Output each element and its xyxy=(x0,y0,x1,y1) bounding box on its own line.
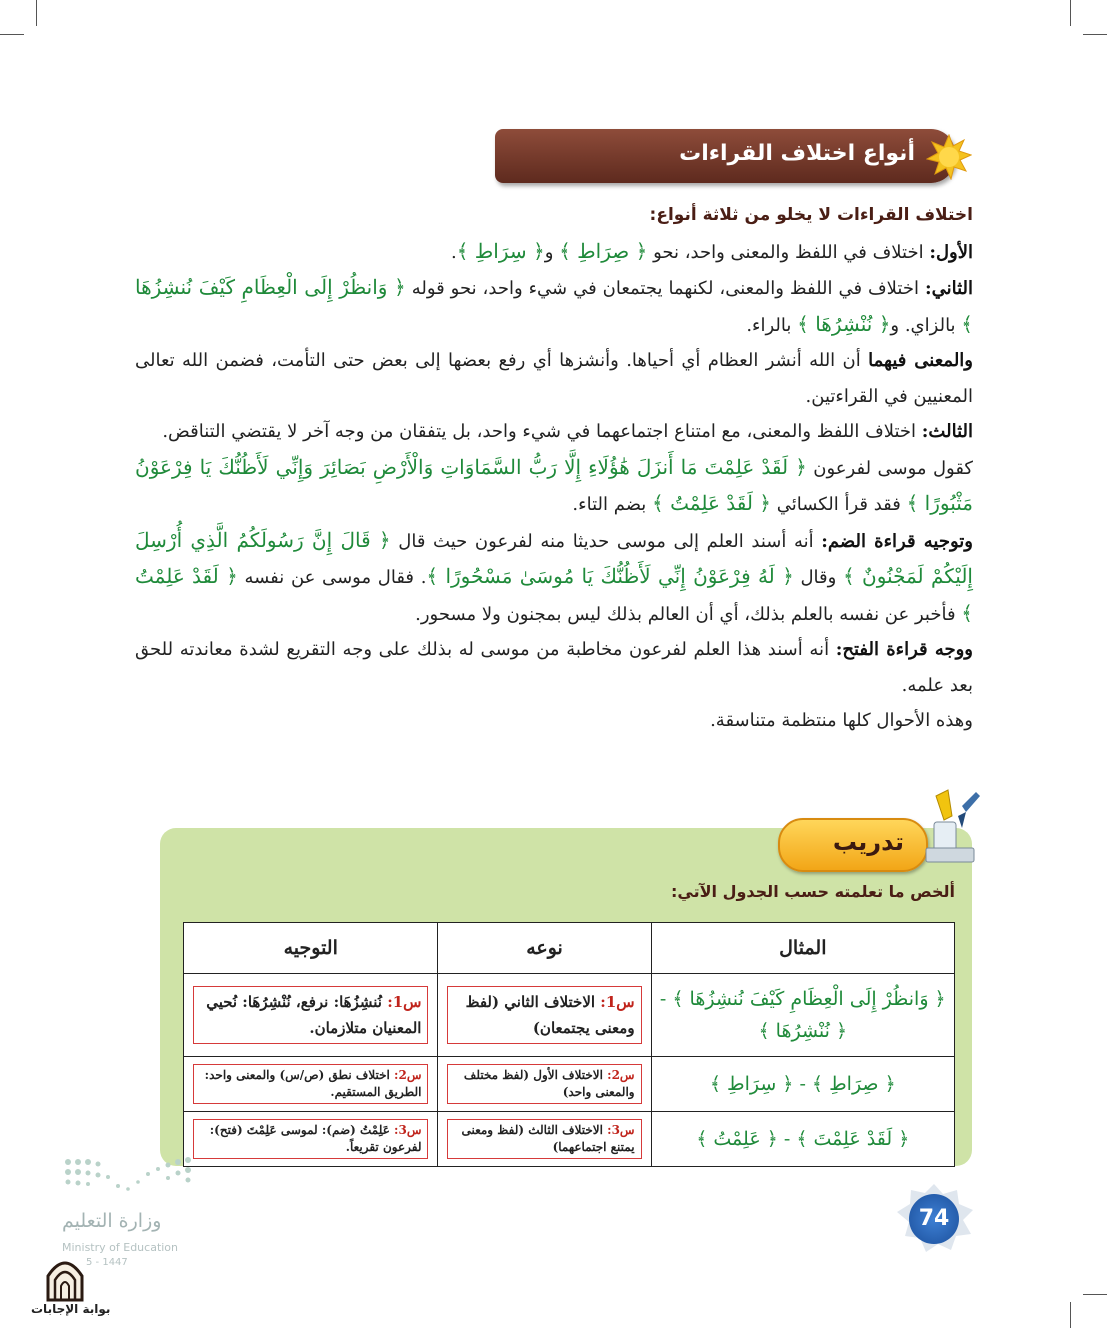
answer-box[interactable] xyxy=(447,1119,641,1159)
col-example-header: المثال xyxy=(651,923,954,974)
paragraph-damma-reading xyxy=(135,523,973,633)
paragraph-third-type xyxy=(135,414,973,450)
paragraph-fatha-reading xyxy=(135,632,973,703)
ministry-name-en: Ministry of Education xyxy=(62,1241,179,1254)
answer-tag: س2: xyxy=(394,1068,422,1082)
lead-fatha: ووجه قراءة الفتح: xyxy=(835,639,973,660)
quran-verse: ﴿ لَقَدْ عَلِمْتَ مَا أَنزَلَ هَٰؤُلَاءِ إِلَّا رَبُّ السَّمَاوَاتِ وَالْأَرْضِ بَصَائِرَ وَإِنِّي لَأَظُنُّكَ يَا فِرْعَوْنُ مَثْبُورًا ﴾ xyxy=(135,454,973,515)
table-row xyxy=(184,974,955,1057)
text: اختلاف في اللفظ والمعنى، لكنهما يجتمعان في شيء واحد، نحو قوله xyxy=(405,278,925,299)
answer-tag: س1: xyxy=(387,993,422,1011)
text: وقال xyxy=(793,567,843,588)
paragraph-first-type xyxy=(135,234,973,271)
ministry-name-ar: وزارة التعليم xyxy=(62,1210,162,1232)
paragraph-musa-example xyxy=(135,450,973,523)
answer-tag: س3: xyxy=(394,1123,422,1137)
answer-text: الاختلاف الثالث (لفظ ومعنى يمتنع اجتماعهما) xyxy=(461,1123,635,1154)
answer-text: نُنشِزُهَا: نرفع، نُنْشِرُهَا: نُحيي المعنيان متلازمان. xyxy=(206,993,422,1037)
table-row xyxy=(184,1112,955,1167)
crop-mark xyxy=(36,0,37,26)
intro-line: اختلاف القراءات لا يخلو من ثلاثة أنواع: xyxy=(649,205,973,225)
text: فقد قرأ الكسائي xyxy=(771,494,907,515)
type-cell xyxy=(438,974,651,1057)
lesson-body xyxy=(135,198,973,739)
text: فأخبر عن نفسه بالعلم بذلك، أي أن العالم بذلك ليس بمجنون ولا مسحور. xyxy=(415,603,962,625)
answer-tag: س3: xyxy=(607,1123,635,1137)
lead-second: الثاني: xyxy=(924,278,973,299)
example-cell: ﴿ وَانظُرْ إِلَى الْعِظَامِ كَيْفَ نُنشِزُهَا ﴾ - ﴿ نُنْشِرُهَا ﴾ xyxy=(651,974,954,1057)
answer-box[interactable] xyxy=(193,1119,428,1159)
paragraph-conclusion xyxy=(135,703,973,739)
text: . فقال موسى عن نفسه xyxy=(237,567,427,588)
sun-icon xyxy=(926,134,972,180)
crop-mark xyxy=(1070,1302,1071,1328)
quran-verse: ﴿ وَانظُرْ إِلَى الْعِظَامِ كَيْفَ نُنشِزُهَا ﴾ xyxy=(135,275,973,336)
lead-third: الثالث: xyxy=(921,421,973,442)
text: اختلاف اللفظ والمعنى، مع امتناع اجتماعهما في شيء واحد، بل يتفقان من وجه آخر لا يقتضي التناقض. xyxy=(162,421,922,442)
section-title: أنواع اختلاف القراءات xyxy=(679,141,915,166)
lead-first: الأول: xyxy=(929,241,973,263)
text: وهذه الأحوال كلها منتظمة متناسقة. xyxy=(710,710,973,731)
text: كقول موسى لفرعون xyxy=(806,457,974,479)
answer-box[interactable] xyxy=(193,1064,428,1104)
guidance-cell xyxy=(184,1112,438,1167)
quran-verse: ﴿ لَقَدْ عَلِمْتُ ﴾ xyxy=(652,491,772,515)
pen-ink-icon xyxy=(918,786,982,876)
exercise-prompt: ألخص ما تعلمته حسب الجدول الآتي: xyxy=(671,882,955,901)
paragraph-second-type xyxy=(135,270,973,343)
exercise-badge xyxy=(778,818,928,872)
ministry-dots-icon xyxy=(62,1156,198,1196)
guidance-cell xyxy=(184,974,438,1057)
text: اختلاف في اللفظ والمعنى واحد، نحو xyxy=(647,241,930,263)
quran-verse: ﴿ صِرَاطِ ﴾ xyxy=(559,238,648,263)
text: بضم التاء. xyxy=(572,494,653,515)
summary-table xyxy=(183,922,955,1167)
answer-text: الاختلاف الأول (لفظ مختلف والمعنى واحد) xyxy=(463,1068,635,1099)
type-cell xyxy=(438,1057,651,1112)
quran-verse: ﴿ لَهُ فِرْعَوْنُ إِنِّي لَأَظُنُّكَ يَا مُوسَىٰ مَسْحُورًا ﴾ xyxy=(426,564,794,588)
text: و xyxy=(544,241,560,263)
crop-mark xyxy=(0,34,24,35)
quran-verse: ﴿ سِرَاطِ ﴾ xyxy=(456,238,545,263)
answer-box[interactable] xyxy=(447,986,641,1044)
page-number-badge xyxy=(893,1184,975,1254)
example-cell: ﴿ صِرَاطِ ﴾ - ﴿ سِرَاطِ ﴾ xyxy=(651,1057,954,1112)
text: بالراء. xyxy=(746,314,798,336)
crop-mark xyxy=(1083,34,1107,35)
table-header-row xyxy=(184,923,955,974)
text: أنه أسند العلم إلى موسى حديثا منه لفرعون حيث قال xyxy=(390,530,822,552)
quran-verse: ﴿ نُنْشِرُهَا ﴾ xyxy=(797,311,891,336)
answer-tag: س2: xyxy=(607,1068,635,1082)
page-number: 74 xyxy=(909,1194,959,1244)
guidance-cell xyxy=(184,1057,438,1112)
quran-verse: ﴿ لَقَدْ عَلِمْتُ ﴾ xyxy=(135,564,973,625)
answer-text: اختلاف نطق (ص/س) والمعنى واحد: الطريق المستقيم. xyxy=(204,1068,422,1099)
table-row xyxy=(184,1057,955,1112)
answer-text: الاختلاف الثاني (لفظ ومعنى يجتمعان) xyxy=(465,993,635,1037)
crop-mark xyxy=(1083,1294,1107,1295)
text: . xyxy=(450,241,457,263)
answer-text: عَلِمْتُ (ضم): لموسى عَلِمْتَ (فتح): لفرعون تقريعاً. xyxy=(209,1123,422,1154)
col-type-header: نوعه xyxy=(438,923,651,974)
answer-box[interactable] xyxy=(193,986,428,1044)
paragraph-meaning xyxy=(135,343,973,414)
answer-tag: س1: xyxy=(600,993,635,1011)
lead-meaning: والمعنى فيهما xyxy=(868,350,973,371)
text: أنه أسند هذا العلم لفرعون مخاطبة من موسى له بذلك على وجه التقريع لشدة معاندته للحق بعد علمه. xyxy=(135,639,973,696)
lead-damma: وتوجيه قراءة الضم: xyxy=(821,530,973,552)
section-header-bar xyxy=(495,129,955,183)
answer-box[interactable] xyxy=(447,1064,641,1104)
site-label: بوابة الإجابات xyxy=(31,1302,111,1316)
col-guidance-header: التوجيه xyxy=(184,923,438,974)
exercise-badge-label: تدريب xyxy=(832,828,904,856)
type-cell xyxy=(438,1112,651,1167)
example-cell: ﴿ لَقَدْ عَلِمْتَ ﴾ - ﴿ عَلِمْتُ ﴾ xyxy=(651,1112,954,1167)
crop-mark xyxy=(1070,0,1071,26)
text: بالزاي. و xyxy=(890,314,962,336)
ministry-year: 5 - 1447 xyxy=(86,1257,128,1268)
quran-verse: ﴿ قَالَ إِنَّ رَسُولَكُمُ الَّذِي أُرْسِلَ إِلَيْكُمْ لَمَجْنُونٌ ﴾ xyxy=(135,527,973,588)
text: أن الله أنشر العظام أي أحياها. وأنشزها أي رفع بعضها إلى بعض حتى التأمت، فضمن الله تعالى المعنيين في القراءتين. xyxy=(135,350,973,407)
mosque-logo-icon xyxy=(44,1256,86,1302)
